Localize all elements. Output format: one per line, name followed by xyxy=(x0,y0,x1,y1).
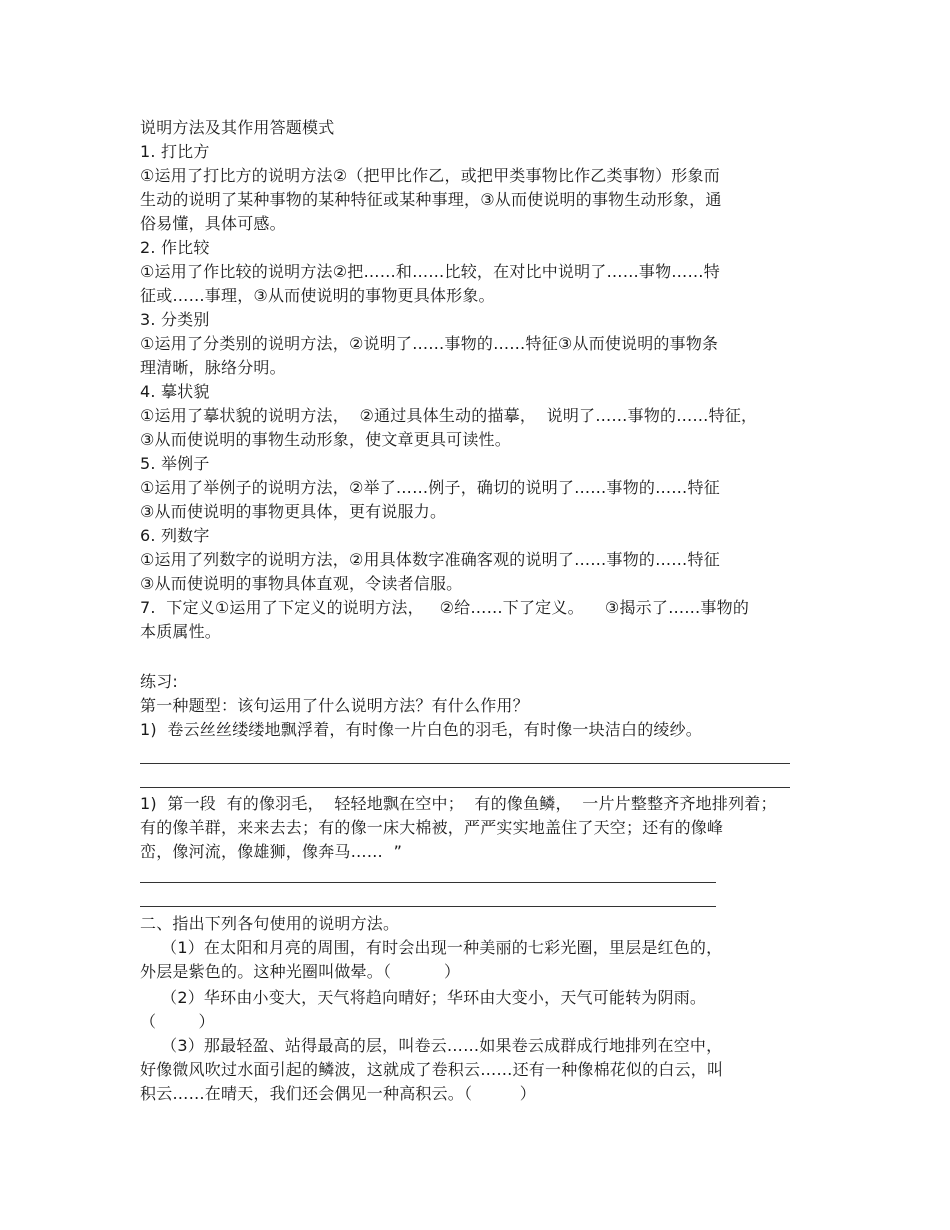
exercise-label: 练习: xyxy=(140,672,178,691)
section-heading: 5. 举例子 xyxy=(140,454,210,473)
document-title: 说明方法及其作用答题模式 xyxy=(140,118,335,137)
question-2-line: 有的像羊群，来来去去；有的像一床大棉被，严严实实地盖住了天空；还有的像峰 xyxy=(140,818,724,837)
section-line: ①运用了分类别的说明方法，②说明了……事物的……特征③从而使说明的事物条 xyxy=(140,334,719,353)
item-line: 积云……在晴天，我们还会偶见一种高积云。（ ） xyxy=(140,1084,536,1103)
answer-line[interactable] xyxy=(140,906,716,907)
section-heading: 1. 打比方 xyxy=(140,142,210,161)
question-type-line: 第一种题型：该句运用了什么说明方法？有什么作用？ xyxy=(140,696,529,715)
item-line: （2）华环由小变大，天气将趋向晴好；华环由大变小，天气可能转为阴雨。 xyxy=(140,988,707,1007)
part-2-title: 二、指出下列各句使用的说明方法。 xyxy=(140,914,400,933)
item-line: （1）在太阳和月亮的周围，有时会出现一种美丽的七彩光圈，里层是红色的， xyxy=(140,938,723,957)
section-line: 7. 下定义①运用了下定义的说明方法， ②给……下了定义。 ③揭示了……事物的 xyxy=(140,598,750,617)
section-line: ①运用了作比较的说明方法②把……和……比较，在对比中说明了……事物……特 xyxy=(140,262,720,281)
section-heading: 6. 列数字 xyxy=(140,526,210,545)
answer-line[interactable] xyxy=(140,882,716,883)
section-line: ①运用了列数字的说明方法，②用具体数字准确客观的说明了……事物的……特征 xyxy=(140,550,720,569)
section-line: 本质属性。 xyxy=(140,622,222,641)
section-line: ①运用了打比方的说明方法②（把甲比作乙，或把甲类事物比作乙类事物）形象而 xyxy=(140,166,720,185)
section-line: ③从而使说明的事物更具体，更有说服力。 xyxy=(140,502,447,521)
section-line: ①运用了举例子的说明方法，②举了……例子，确切的说明了……事物的……特征 xyxy=(140,478,720,497)
section-line: 俗易懂，具体可感。 xyxy=(140,214,286,233)
section-heading: 3. 分类别 xyxy=(140,310,210,329)
question-2-line: 峦，像河流，像雄狮，像奔马…… ” xyxy=(140,842,403,861)
section-line: 理清晰，脉络分明。 xyxy=(140,358,286,377)
item-line: 外层是紫色的。这种光圈叫做晕。（ ） xyxy=(140,962,461,981)
answer-line[interactable] xyxy=(140,763,790,764)
section-line: 征或……事理，③从而使说明的事物更具体形象。 xyxy=(140,286,495,305)
section-heading: 2. 作比较 xyxy=(140,238,210,257)
question-1: 1) 卷云丝丝缕缕地飘浮着，有时像一片白色的羽毛，有时像一块洁白的绫纱。 xyxy=(140,720,702,739)
section-line: 生动的说明了某种事物的某种特征或某种事理，③从而使说明的事物生动形象，通 xyxy=(140,190,722,209)
section-line: ①运用了摹状貌的说明方法， ②通过具体生动的描摹， 说明了……事物的……特征， xyxy=(140,406,758,425)
section-heading: 4. 摹状貌 xyxy=(140,382,210,401)
section-line: ③从而使说明的事物生动形象，使文章更具可读性。 xyxy=(140,430,511,449)
section-line: ③从而使说明的事物具体直观，令读者信服。 xyxy=(140,574,463,593)
item-line: （ ） xyxy=(140,1012,215,1031)
answer-line[interactable] xyxy=(140,787,790,788)
item-line: 好像微风吹过水面引起的鳞波，这就成了卷积云……还有一种像棉花似的白云，叫 xyxy=(140,1060,724,1079)
question-2-line: 1) 第一段 有的像羽毛， 轻轻地飘在空中； 有的像鱼鳞， 一片片整整齐齐地排列着； xyxy=(140,794,777,813)
item-line: （3）那最轻盈、站得最高的层，叫卷云……如果卷云成群成行地排列在空中， xyxy=(140,1036,723,1055)
